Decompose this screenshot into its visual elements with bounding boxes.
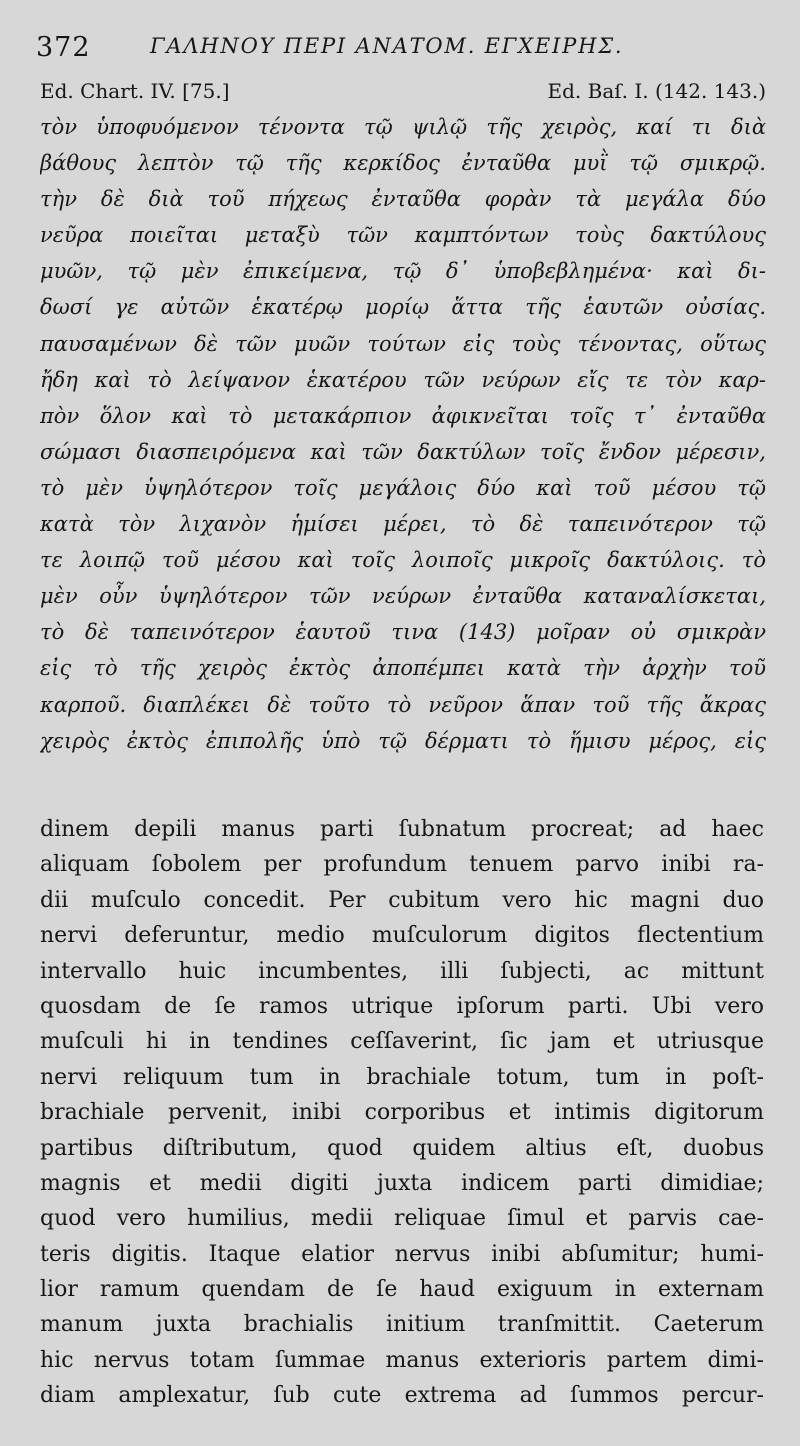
greek-line: μὲν οὖν ὑψηλότερον τῶν νεύρων ἐνταῦθα καταναλίσκεται, [40, 584, 766, 609]
latin-line: intervallo huic incumbentes, illi ſubjecti, ac mittunt [40, 958, 764, 984]
latin-line: brachiale pervenit, inibi corporibus et intimis digitorum [40, 1100, 764, 1126]
latin-line: nervi deferuntur, medio muſculorum digitos flectentium [40, 923, 764, 949]
greek-line: μυῶν, τῷ μὲν ἐπικείμενα, τῷ δ᾽ ὑποβεβλημένα· καὶ δι- [40, 259, 766, 284]
greek-line: τὸ δὲ ταπεινότερον ἑαυτοῦ τινα (143) μοῖραν οὐ σμικρὰν [40, 620, 766, 645]
latin-line: manum juxta brachialis initium tranſmittit. Caeterum [40, 1312, 764, 1338]
greek-line: βάθους λεπτὸν τῷ τῆς κερκίδος ἐνταῦθα μυῒ τῷ σμικρῷ. [40, 151, 766, 176]
greek-line: τὴν δὲ διὰ τοῦ πήχεως ἐνταῦθα φορὰν τὰ μεγάλα δύο [40, 187, 766, 212]
greek-line: χειρὸς ἐκτὸς ἐπιπολῆς ὑπὸ τῷ δέρματι τὸ ἥμισυ μέρος, εἰς [40, 728, 766, 753]
latin-line: partibus diſtributum, quod quidem altius eſt, duobus [40, 1135, 764, 1161]
page-header [36, 30, 776, 66]
latin-line: hic nervus totam ſummae manus exterioris partem dimi- [40, 1347, 764, 1373]
latin-line: lior ramum quendam de ſe haud exiguum in externam [40, 1277, 764, 1303]
latin-line: quod vero humilius, medii reliquae ſimul et parvis cae- [40, 1206, 764, 1232]
greek-line: πὸν ὅλον καὶ τὸ μετακάρπιον ἀφικνεῖται τοῖς τ᾽ ἐνταῦθα [40, 403, 766, 428]
latin-line: magnis et medii digiti juxta indicem parti dimidiae; [40, 1170, 764, 1196]
edition-basel-reference: Ed. Baſ. I. (142. 143.) [547, 79, 766, 103]
latin-line: quosdam de ſe ramos utrique ipſorum parti. Ubi vero [40, 993, 764, 1019]
greek-line: τὸν ὑποφυόμενον τένοντα τῷ ψιλῷ τῆς χειρὸς, καί τι διὰ [40, 115, 766, 139]
edition-references [40, 79, 766, 107]
greek-line: παυσαμένων δὲ τῶν μυῶν τούτων εἰς τοὺς τένοντας, οὕτως [40, 331, 766, 356]
greek-line: τὸ μὲν ὑψηλότερον τοῖς μεγάλοις δύο καὶ τοῦ μέσου τῷ [40, 475, 766, 500]
greek-line: σώμασι διασπειρόμενα καὶ τῶν δακτύλων τοῖς ἔνδον μέρεσιν, [40, 439, 766, 464]
greek-text-block [40, 109, 766, 759]
greek-line: κατὰ τὸν λιχανὸν ἡμίσει μέρει, τὸ δὲ ταπεινότερον τῷ [40, 512, 766, 537]
page-number: 372 [36, 32, 91, 63]
greek-line: ἤδη καὶ τὸ λείψανον ἑκατέρου τῶν νεύρων εἴς τε τὸν καρ- [40, 367, 766, 392]
latin-text-block [40, 812, 764, 1414]
greek-line: τε λοιπῷ τοῦ μέσου καὶ τοῖς λοιποῖς μικροῖς δακτύλοις. τὸ [40, 548, 766, 573]
latin-line: nervi reliquum tum in brachiale totum, tum in poſt- [40, 1064, 764, 1090]
latin-line: dii muſculo concedit. Per cubitum vero hic magni duo [40, 887, 764, 913]
latin-line: muſculi hi in tendines ceſſaverint, ſic jam et utriusque [40, 1029, 764, 1055]
latin-line: dinem depili manus parti ſubnatum procreat; ad haec [40, 817, 764, 842]
edition-chartier-reference: Ed. Chart. IV. [75.] [40, 79, 230, 103]
running-title: ΓΑΛΗΝΟΥ ΠΕΡΙ ΑΝΑΤΟΜ. ΕΓΧΕΙΡΗΣ. [150, 34, 624, 58]
greek-line: δωσί γε αὐτῶν ἑκατέρῳ μορίῳ ἅττα τῆς ἑαυτῶν οὐσίας. [40, 295, 766, 320]
greek-line: καρποῦ. διαπλέκει δὲ τοῦτο τὸ νεῦρον ἅπαν τοῦ τῆς ἄκρας [40, 692, 766, 717]
latin-line: teris digitis. Itaque elatior nervus inibi abſumitur; humi- [40, 1241, 764, 1267]
latin-line: aliquam ſobolem per profundum tenuem parvo inibi ra- [40, 852, 764, 878]
latin-line: diam amplexatur, ſub cute extrema ad ſummos percur- [40, 1383, 764, 1409]
greek-line: εἰς τὸ τῆς χειρὸς ἐκτὸς ἀποπέμπει κατὰ τὴν ἀρχὴν τοῦ [40, 656, 766, 681]
greek-line: νεῦρα ποιεῖται μεταξὺ τῶν καμπτόντων τοὺς δακτύλους [40, 223, 766, 248]
